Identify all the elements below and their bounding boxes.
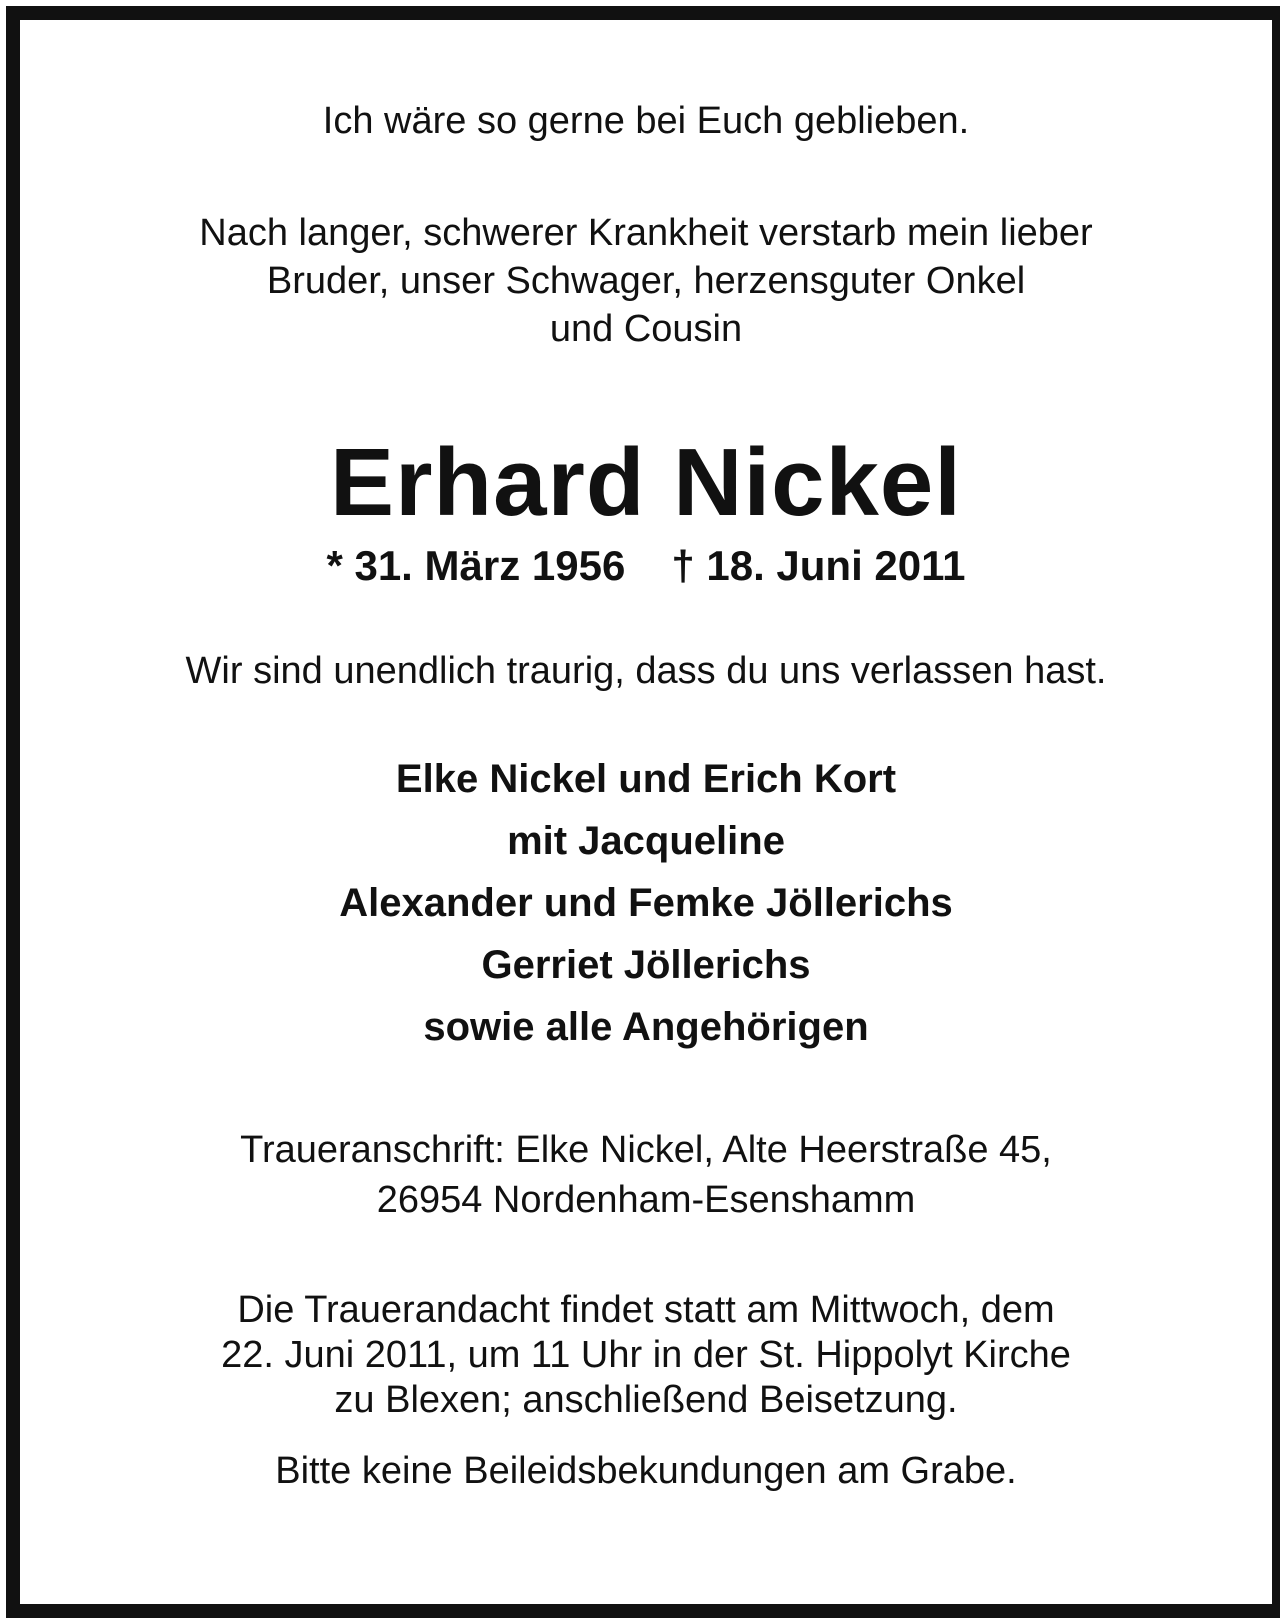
deceased-name: Erhard Nickel <box>330 429 962 536</box>
life-dates <box>20 539 1272 593</box>
grief-line: Wir sind unendlich traurig, dass du uns verlassen hast. <box>185 650 1107 692</box>
service-line-1: Die Trauerandacht findet statt am Mittwoch, dem <box>237 1289 1055 1331</box>
intro-line-1: Nach langer, schwerer Krankheit verstarb mein lieber <box>199 212 1093 254</box>
intro-line-3: und Cousin <box>549 308 743 350</box>
mourner-line-1: Elke Nickel und Erich Kort <box>395 757 897 801</box>
address-line-2: 26954 Nordenham-Esenshamm <box>376 1179 916 1221</box>
mourner-line-5: sowie alle Angehörigen <box>423 1005 869 1049</box>
birth-date: * 31. März 1956 <box>326 542 626 589</box>
condolence-request: Bitte keine Beileidsbekundungen am Grabe. <box>275 1450 1017 1492</box>
service-line-2: 22. Juni 2011, um 11 Uhr in der St. Hippolyt Kirche <box>221 1334 1071 1376</box>
obituary-notice <box>6 6 1280 1618</box>
motto: Ich wäre so gerne bei Euch geblieben. <box>322 100 970 142</box>
intro-line-2: Bruder, unser Schwager, herzensguter Onkel <box>266 260 1026 302</box>
mourner-line-4: Gerriet Jöllerichs <box>481 943 811 987</box>
service-line-3: zu Blexen; anschließend Beisetzung. <box>334 1379 958 1421</box>
mourner-line-3: Alexander und Femke Jöllerichs <box>339 881 953 925</box>
death-date: † 18. Juni 2011 <box>671 542 966 589</box>
mourner-line-2: mit Jacqueline <box>507 819 785 863</box>
address-line-1: Traueranschrift: Elke Nickel, Alte Heerstraße 45, <box>240 1129 1052 1171</box>
